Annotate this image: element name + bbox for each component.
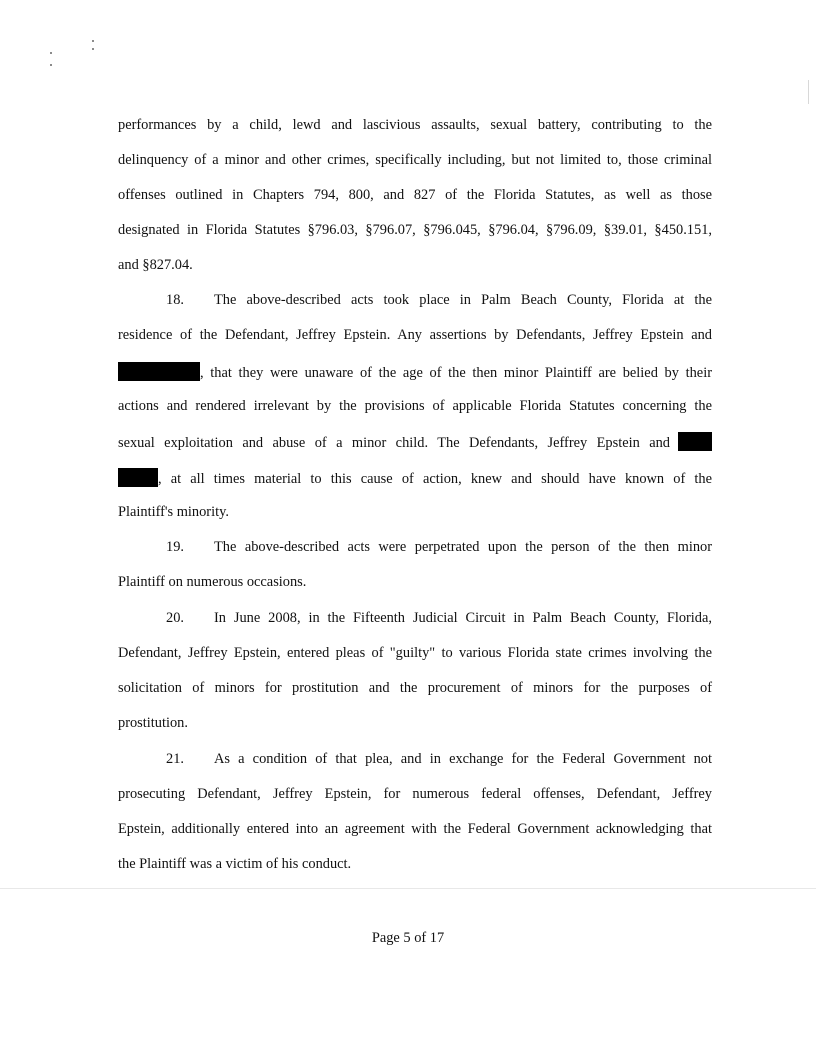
body-line-with-redaction <box>118 468 712 488</box>
body-text: , at all times material to this cause of action, knew and should have known of the <box>158 471 712 487</box>
body-line: designated in Florida Statutes §796.03, §796.07, §796.045, §796.04, §796.09, §39.01, §450.151, <box>118 222 712 238</box>
body-line: and §827.04. <box>118 257 193 273</box>
body-line: prosecuting Defendant, Jeffrey Epstein, for numerous federal offenses, Defendant, Jeffrey <box>118 786 712 802</box>
paragraph-text: In June 2008, in the Fifteenth Judicial Circuit in Palm Beach County, Florida, <box>214 610 712 626</box>
paragraph-number: 19. <box>166 539 184 555</box>
body-text: sexual exploitation and abuse of a minor child. The Defendants, Jeffrey Epstein and <box>118 435 670 451</box>
paragraph-number: 18. <box>166 292 184 308</box>
page-number: Page 5 of 17 <box>371 930 445 946</box>
scan-speck <box>50 64 52 66</box>
body-line-with-redaction <box>118 362 712 382</box>
body-line: actions and rendered irrelevant by the provisions of applicable Florida Statutes concerning the <box>118 398 712 414</box>
paragraph-number: 20. <box>166 610 184 626</box>
scan-speck <box>50 52 52 54</box>
body-line: Epstein, additionally entered into an agreement with the Federal Government acknowledging that <box>118 821 712 837</box>
body-line: performances by a child, lewd and lascivious assaults, sexual battery, contributing to the <box>118 117 712 133</box>
redaction-block <box>118 468 158 487</box>
body-line: Defendant, Jeffrey Epstein, entered pleas of "guilty" to various Florida state crimes involving the <box>118 645 712 661</box>
body-line: offenses outlined in Chapters 794, 800, and 827 of the Florida Statutes, as well as those <box>118 187 712 203</box>
body-line: prostitution. <box>118 715 188 731</box>
footer-divider <box>0 888 816 889</box>
paragraph-19-first-line <box>166 538 712 556</box>
body-line-with-redaction <box>118 432 712 452</box>
body-line: delinquency of a minor and other crimes, specifically including, but not limited to, those criminal <box>118 152 712 168</box>
paragraph-text: The above-described acts were perpetrated upon the person of the then minor <box>214 539 712 555</box>
body-line: the Plaintiff was a victim of his conduct. <box>118 856 352 872</box>
body-line: Plaintiff's minority. <box>118 504 229 520</box>
body-line: solicitation of minors for prostitution and the procurement of minors for the purposes of <box>118 680 712 696</box>
paragraph-18-first-line <box>166 291 712 309</box>
scan-edge-mark <box>808 80 809 104</box>
paragraph-text: The above-described acts took place in Palm Beach County, Florida at the <box>214 292 712 308</box>
body-line: Plaintiff on numerous occasions. <box>118 574 307 590</box>
scan-speck <box>92 40 94 42</box>
redaction-block <box>678 432 712 451</box>
paragraph-20-first-line <box>166 609 712 627</box>
paragraph-text: As a condition of that plea, and in exchange for the Federal Government not <box>214 751 712 767</box>
paragraph-number: 21. <box>166 751 184 767</box>
body-text: , that they were unaware of the age of the then minor Plaintiff are belied by their <box>200 365 712 381</box>
scan-speck <box>92 48 94 50</box>
paragraph-21-first-line <box>166 750 712 768</box>
redaction-block <box>118 362 200 381</box>
body-line: residence of the Defendant, Jeffrey Epstein. Any assertions by Defendants, Jeffrey Epstein and <box>118 327 712 343</box>
